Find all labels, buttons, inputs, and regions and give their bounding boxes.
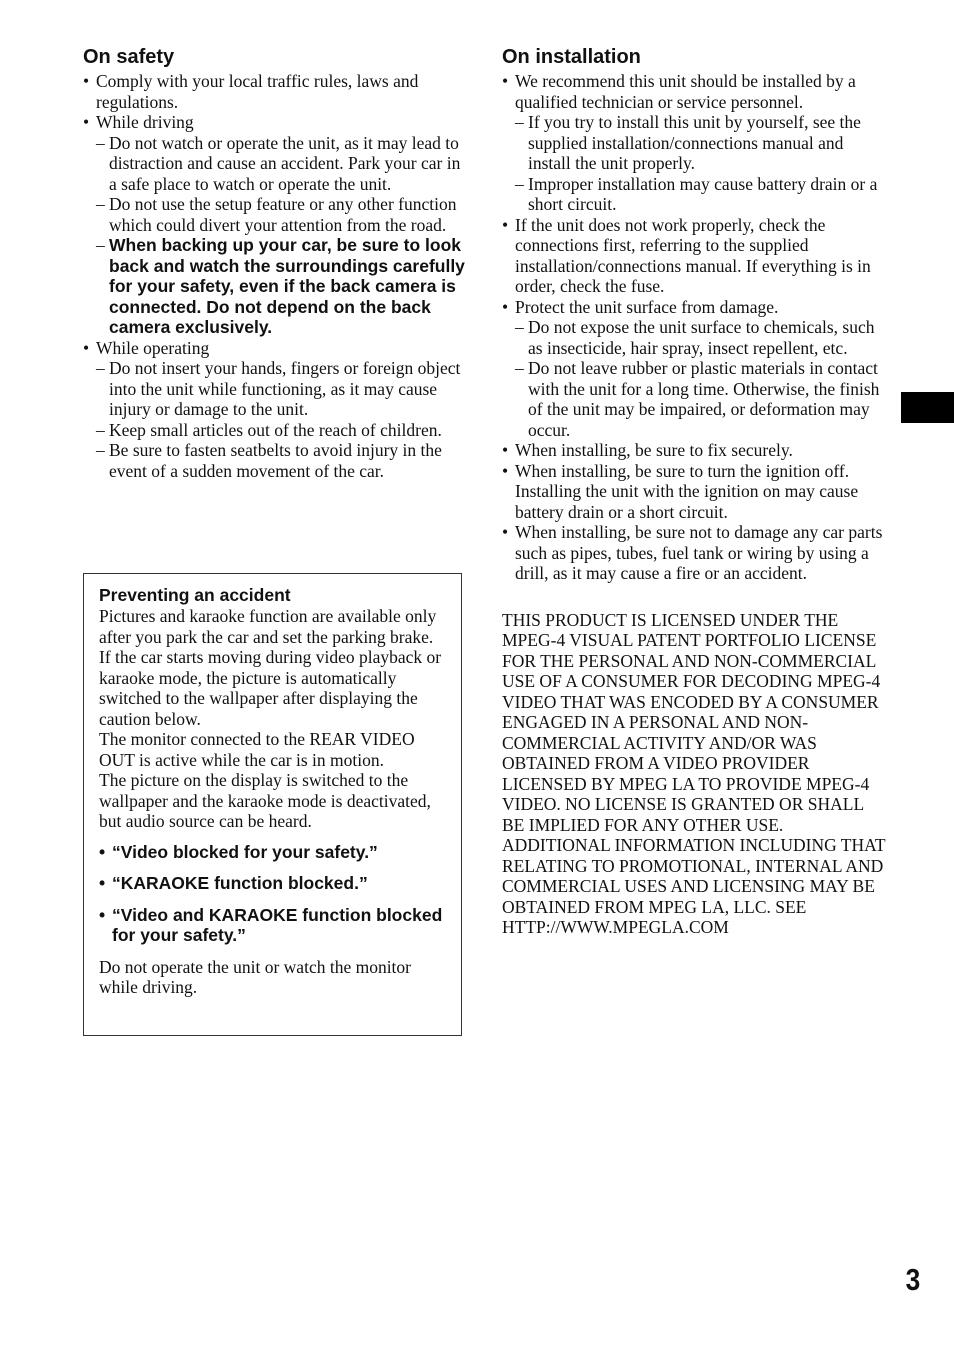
safety-bullet-list <box>83 71 465 481</box>
preventing-accident-box <box>83 573 462 1036</box>
box-paragraph: Pictures and karaoke function are available only after you park the car and set the parking brake. <box>99 606 437 647</box>
list-item: • When installing, be sure not to damage any car parts such as pipes, tubes, fuel tank or wiring by using a drill, as it may cause a fire or an accident. <box>502 522 883 583</box>
list-item: • When installing, be sure to fix securely. <box>502 440 793 460</box>
list-item: • We recommend this unit should be installed by a qualified technician or service personnel. – If you try to install this unit by yourself, see the supplied installation/connections manual and install the unit properly. – Improper installation may cause battery drain or a short circuit. <box>502 71 887 215</box>
list-item: – Do not leave rubber or plastic materials in contact with the unit for a long time. Otherwise, the finish of the unit may be impaired, or deformation may occur. <box>515 358 880 440</box>
list-item: – If you try to install this unit by yourself, see the supplied installation/connections manual and install the unit properly. <box>515 112 861 173</box>
installation-bullet-list <box>502 71 887 584</box>
back-camera-warning: When backing up your car, be sure to look back and watch the surroundings carefully for your safety, even if the back camera is connected. Do not depend on the back camera exclusively. <box>109 235 465 337</box>
operating-sub-list <box>96 358 465 481</box>
driving-sub-list <box>96 133 465 338</box>
list-item: – Be sure to fasten seatbelts to avoid injury in the event of a sudden movement of the car. <box>96 440 442 481</box>
box-paragraph: If the car starts moving during video playback or karaoke mode, the picture is automatically switched to the wallpaper after displaying the caution below. <box>99 647 442 729</box>
list-item: • If the unit does not work properly, check the connections first, referring to the supplied installation/connections manual. If everything is in order, check the fuse. <box>502 214 871 296</box>
on-safety-heading: On safety <box>83 46 175 68</box>
surface-sub-list <box>515 317 887 440</box>
on-safety-section <box>83 44 465 481</box>
list-item: • While operating – Do not insert your hands, fingers or foreign object into the unit while functioning, as it may cause injury or damage to the unit. – Keep small articles out of the reach of children. – Be sure to fasten seatbelts to avoid injury in the event of a sudden movement of the car. <box>83 338 465 482</box>
list-item: – Improper installation may cause battery drain or a short circuit. <box>515 173 878 214</box>
list-item: – Do not insert your hands, fingers or foreign object into the unit while functioning, as it may cause injury or damage to the unit. <box>96 358 461 419</box>
list-item: – When backing up your car, be sure to look back and watch the surroundings carefully for your safety, even if the back camera is connected. Do not depend on the back camera exclusively. <box>96 235 465 337</box>
caution-message: • “KARAOKE function blocked.” <box>99 873 368 893</box>
box-paragraph: The picture on the display is switched to the wallpaper and the karaoke mode is deactivated, but audio source can be heard. <box>99 770 431 831</box>
section-tab-marker <box>901 392 954 423</box>
list-item: – Do not use the setup feature or any other function which could divert your attention from the road. <box>96 194 457 235</box>
caution-message: • “Video and KARAOKE function blocked for your safety.” <box>99 904 443 945</box>
on-installation-heading: On installation <box>502 46 641 68</box>
mpeg4-license-notice: THIS PRODUCT IS LICENSED UNDER THE MPEG-4 VISUAL PATENT PORTFOLIO LICENSE FOR THE PERSONAL AND NON-COMMERCIAL USE OF A CONSUMER FOR DECODING MPEG-4 VIDEO THAT WAS ENCODED BY A CONSUMER ENGAGED IN A PERSONAL AND NON-COMMERCIAL ACTIVITY AND/OR WAS OBTAINED FROM A VIDEO PROVIDER LICENSED BY MPEG LA TO PROVIDE MPEG-4 VIDEO. NO LICENSE IS GRANTED OR SHALL BE IMPLIED FOR ANY OTHER USE. ADDITIONAL INFORMATION INCLUDING THAT RELATING TO PROMOTIONAL, INTERNAL AND COMMERCIAL USES AND LICENSING MAY BE OBTAINED FROM MPEG LA, LLC. SEE HTTP://WWW.MPEGLA.COM <box>502 609 886 937</box>
box-title: Preventing an accident <box>99 585 291 605</box>
list-item: • Protect the unit surface from damage. – Do not expose the unit surface to chemicals, such as insecticide, hair spray, insect repellent, etc. – Do not leave rubber or plastic materials in contact with the unit for a long time. Otherwise, the finish of the unit may be impaired, or deformation may occur. <box>502 297 887 441</box>
list-item: – Keep small articles out of the reach of children. <box>96 419 442 440</box>
box-paragraph: The monitor connected to the REAR VIDEO OUT is active while the car is in motion. <box>99 729 415 770</box>
on-installation-section <box>502 44 887 938</box>
technician-sub-list <box>515 112 887 215</box>
list-item: – Do not expose the unit surface to chemicals, such as insecticide, hair spray, insect repellent, etc. <box>515 317 875 358</box>
list-item: – Do not watch or operate the unit, as it may lead to distraction and cause an accident. Park your car in a safe place to watch or operate the unit. <box>96 132 461 194</box>
caution-messages <box>99 842 449 946</box>
list-item: • Comply with your local traffic rules, laws and regulations. <box>83 71 419 112</box>
list-item: • When installing, be sure to turn the ignition off. Installing the unit with the ignition on may cause battery drain or a short circuit. <box>502 460 859 522</box>
list-item: • While driving – Do not watch or operate the unit, as it may lead to distraction and cause an accident. Park your car in a safe place to watch or operate the unit. – Do not use the setup feature or any other function which could divert your attention from the road. – When backing up your car, be sure to look back and watch the surroundings carefully for your safety, even if the back camera is connected. Do not depend on the back camera exclusively. <box>83 112 465 337</box>
page-number: 3 <box>905 1262 920 1297</box>
caution-message: • “Video blocked for your safety.” <box>99 841 378 862</box>
box-footer: Do not operate the unit or watch the monitor while driving. <box>99 956 412 997</box>
